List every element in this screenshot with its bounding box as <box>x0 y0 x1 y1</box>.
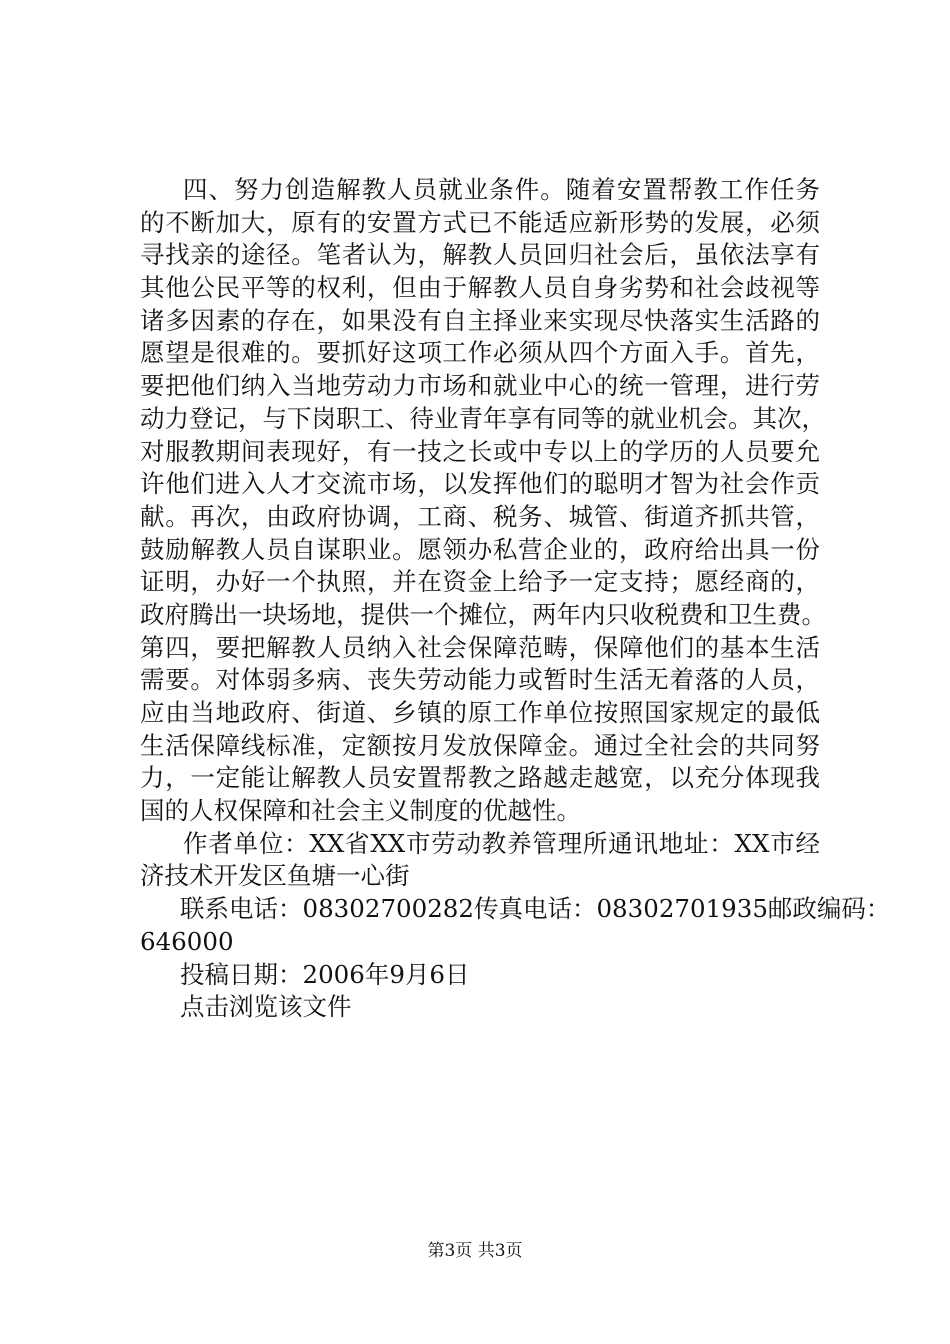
paragraph-line: 证明，办好一个执照，并在资金上给予一定支持；愿经商的， <box>140 567 820 597</box>
paragraph-line: 鼓励解教人员自谋职业。愿领办私营企业的，政府给出具一份 <box>140 534 820 564</box>
page-indicator: 第3页 共3页 <box>427 1241 523 1261</box>
paragraph-line: 要把他们纳入当地劳动力市场和就业中心的统一管理，进行劳 <box>140 371 820 401</box>
page-footer <box>0 1240 950 1262</box>
author-address-line: 济技术开发区鱼塘一心街 <box>140 861 410 891</box>
paragraph-line: 生活保障线标准，定额按月发放保障金。通过全社会的共同努 <box>140 730 820 760</box>
author-unit-line: 作者单位：XX省XX市劳动教养管理所通讯地址：XX市经 <box>183 828 820 858</box>
paragraph-line: 的不断加大，原有的安置方式已不能适应新形势的发展，必须 <box>140 207 820 237</box>
paragraph-line: 动力登记，与下岗职工、待业青年享有同等的就业机会。其次， <box>140 403 826 433</box>
paragraph-line: 许他们进入人才交流市场，以发挥他们的聪明才智为社会作贡 <box>140 469 820 499</box>
paragraph-line: 愿望是很难的。要抓好这项工作必须从四个方面入手。首先， <box>140 338 820 368</box>
paragraph-line: 政府腾出一块场地，提供一个摊位，两年内只收税费和卫生费。 <box>140 599 826 629</box>
paragraph-line: 第四，要把解教人员纳入社会保障范畴，保障他们的基本生活 <box>140 632 820 662</box>
document-body <box>140 174 891 1024</box>
paragraph-line: 诸多因素的存在，如果没有自主择业来实现尽快落实生活路的 <box>140 305 820 335</box>
view-file-link[interactable]: 点击浏览该文件 <box>180 992 352 1022</box>
paragraph-line: 国的人权保障和社会主义制度的优越性。 <box>140 796 581 826</box>
paragraph-line: 献。再次，由政府协调，工商、税务、城管、街道齐抓共管， <box>140 501 820 531</box>
paragraph-line: 四、努力创造解教人员就业条件。随着安置帮教工作任务 <box>183 175 820 204</box>
paragraph-line: 对服教期间表现好，有一技之长或中专以上的学历的人员要允 <box>140 436 820 466</box>
paragraph-line: 应由当地政府、街道、乡镇的原工作单位按照国家规定的最低 <box>140 698 820 727</box>
paragraph-line: 需要。对体弱多病、丧失劳动能力或暂时生活无着落的人员， <box>140 665 820 695</box>
paragraph-line: 寻找亲的途径。笔者认为，解教人员回归社会后，虽依法享有 <box>140 240 820 270</box>
paragraph-line: 力，一定能让解教人员安置帮教之路越走越宽，以充分体现我 <box>140 763 820 793</box>
contact-info-line: 联系电话：08302700282传真电话：08302701935邮政编码： <box>180 894 891 924</box>
postal-code-line: 646000 <box>140 926 234 956</box>
submit-date-line: 投稿日期：2006年9月6日 <box>180 959 470 989</box>
paragraph-line: 其他公民平等的权利，但由于解教人员自身劣势和社会歧视等 <box>140 273 820 303</box>
